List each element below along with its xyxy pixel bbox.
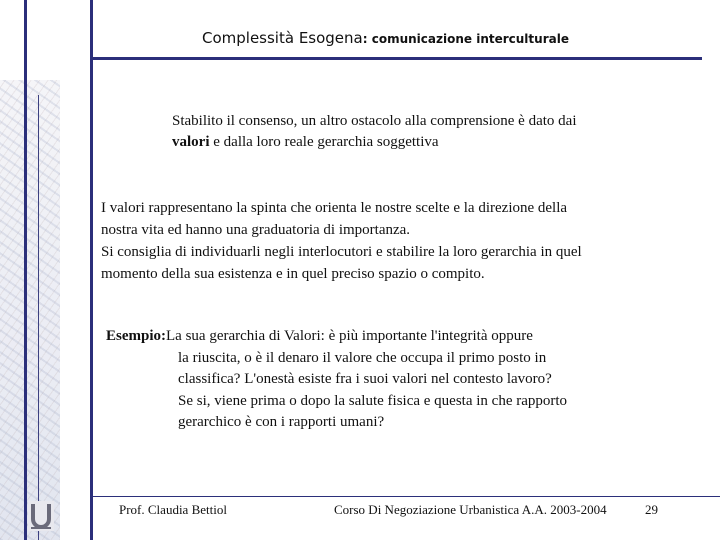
example-paragraph <box>106 326 706 434</box>
example-label: Esempio: <box>106 328 166 344</box>
header-rule <box>90 57 702 60</box>
intro-paragraph <box>172 111 692 153</box>
example-line: Se si, viene prima o dopo la salute fisica e questa in che rapporto <box>178 392 568 409</box>
decorative-map-background <box>0 80 60 540</box>
values-line: I valori rappresentano la spinta che orienta le nostre scelte e la direzione della <box>101 200 568 216</box>
values-paragraph <box>101 197 711 285</box>
footer-author: Prof. Claudia Bettiol <box>119 502 227 517</box>
footer-course: Corso Di Negoziazione Urbanistica A.A. 2003-2004 <box>334 502 607 517</box>
intro-bold-word: valori <box>172 134 210 150</box>
values-line: momento della sua esistenza e in quel preciso spazio o compito. <box>101 266 485 282</box>
left-rule <box>24 0 27 540</box>
example-first-line <box>106 326 706 348</box>
example-line: la riuscita, o è il denaro il valore che occupa il primo posto in <box>178 349 547 366</box>
example-first-text: La sua gerarchia di Valori: è più importante l'integrità oppure <box>166 328 533 344</box>
example-line: classifica? L'onestà esiste fra i suoi valori nel contesto lavoro? <box>178 371 552 387</box>
university-u-logo-icon <box>26 500 56 532</box>
intro-line-1: Stabilito il consenso, un altro ostacolo alla comprensione è dato dai <box>172 113 577 129</box>
title-main: Complessità Esogena <box>202 29 363 47</box>
example-line: gerarchico è con i rapporti umani? <box>178 414 385 430</box>
title-subtitle: : comunicazione interculturale <box>362 32 569 46</box>
values-line: Si consiglia di individuarli negli interlocutori e stabilire la loro gerarchia in quel <box>101 244 582 260</box>
footer-rule <box>90 496 720 497</box>
intro-line-2-rest: e dalla loro reale gerarchia soggettiva <box>209 134 439 150</box>
footer-page-number: 29 <box>645 502 658 517</box>
margin-rule <box>90 0 93 540</box>
left-thin-rule <box>38 95 39 540</box>
slide-title <box>202 28 569 47</box>
intro-line-2 <box>172 132 692 153</box>
values-line: nostra vita ed hanno una graduatoria di importanza. <box>101 222 411 238</box>
